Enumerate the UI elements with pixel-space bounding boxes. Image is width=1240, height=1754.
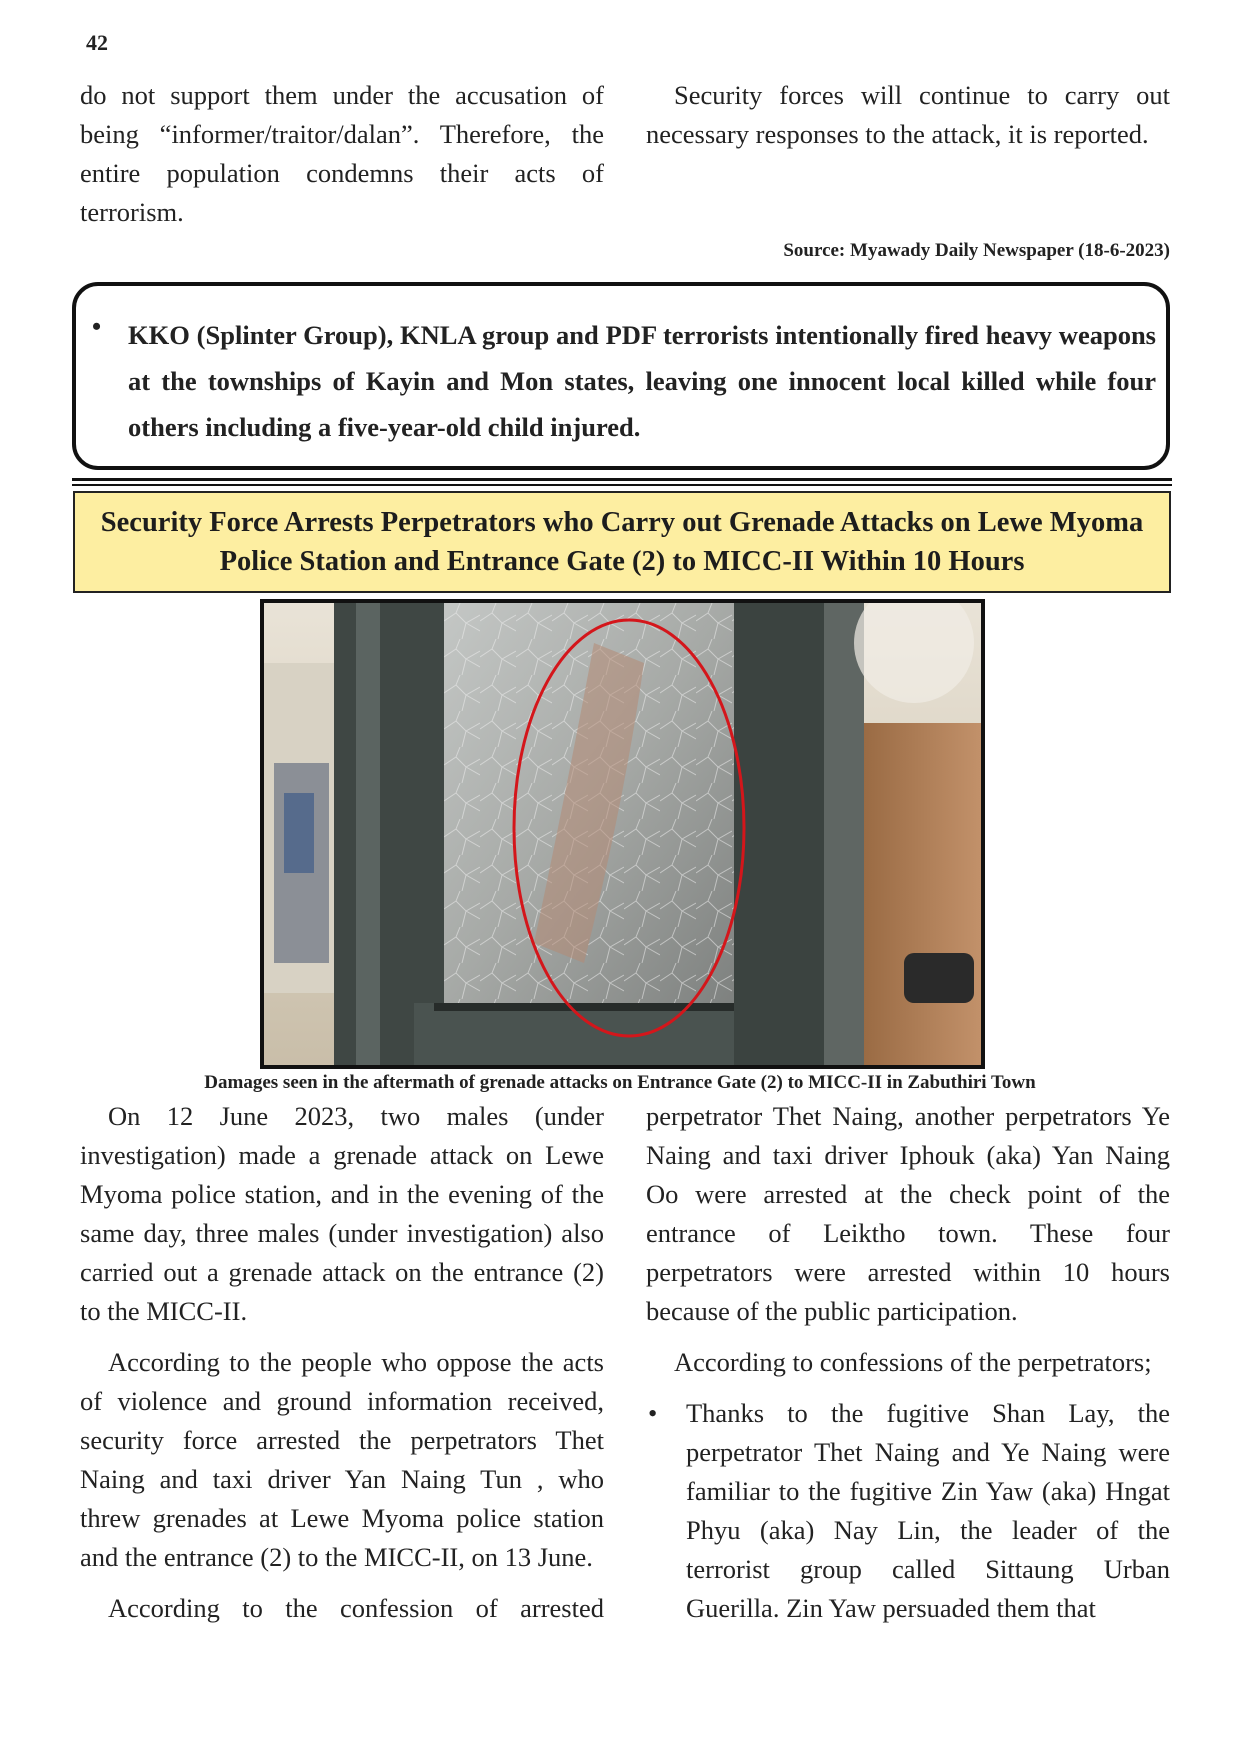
confession-bullet-text: Thanks to the fugitive Shan Lay, the perpetrator Thet Naing and Ye Naing were familiar to the fugitive Zin Yaw (aka) Hngat Phyu (aka) Nay Lin, the leader of the terrorist group called Sittaung Urban Guerilla. Zin Yaw persuaded them that — [686, 1398, 1170, 1623]
top-left-column — [80, 76, 604, 244]
bullet-symbol: • — [648, 1398, 658, 1428]
article-right-column — [646, 1097, 1170, 1628]
top-right-paragraph: Security forces will continue to carry out necessary responses to the attack, it is reported. — [646, 80, 1170, 149]
divider-rule-top — [72, 478, 1172, 481]
boxed-note-bullet: • — [92, 312, 102, 341]
source-line: Source: Myawady Daily Newspaper (18-6-2023) — [783, 240, 1170, 261]
article-paragraph: perpetrator Thet Naing, another perpetrators Ye Naing and taxi driver Iphouk (aka) Yan Naing Oo were arrested at the check point of the entrance of Leiktho town. These four perpetrators were arrested within 10 hours because of the public participation. — [646, 1101, 1170, 1326]
article-paragraph: According to confessions of the perpetrators; — [674, 1347, 1152, 1377]
article-photo — [260, 599, 985, 1069]
headline-box — [73, 491, 1171, 593]
top-right-column — [646, 76, 1170, 166]
divider-rule-bottom — [72, 484, 1172, 486]
boxed-note-text: KKO (Splinter Group), KNLA group and PDF terrorists intentionally fired heavy weapons at the townships of Kayin and Mon states, leaving one innocent local killed while four others including a five-year-old child injured. — [128, 320, 1156, 442]
top-left-paragraph: do not support them under the accusation of being “informer/traitor/dalan”. Therefore, the entire population condemns their acts of terrorism. — [80, 80, 604, 227]
photo-caption: Damages seen in the aftermath of grenade attacks on Entrance Gate (2) to MICC-II in Zabuthiri Town — [204, 1072, 1036, 1093]
article-paragraph: According to the confession of arrested — [108, 1593, 604, 1623]
confession-bullet-item — [646, 1394, 1170, 1628]
article-headline: Security Force Arrests Perpetrators who Carry out Grenade Attacks on Lewe Myoma Police Station and Entrance Gate (2) to MICC-II Within 10 Hours — [100, 507, 1144, 577]
article-left-column — [80, 1097, 604, 1640]
article-paragraph: On 12 June 2023, two males (under investigation) made a grenade attack on Lewe Myoma police station, and in the evening of the same day, three males (under investigation) also carried out a grenade attack on the entrance (2) to the MICC-II. — [80, 1101, 604, 1326]
article-paragraph: According to the people who oppose the acts of violence and ground information received, security force arrested the perpetrators Thet Naing and taxi driver Yan Naing Tun , who threw grenades at Lewe Myoma police station and the entrance (2) to the MICC-II, on 13 June. — [80, 1347, 604, 1572]
page-number: 42 — [86, 30, 108, 55]
shattered-glass-door-image — [264, 603, 981, 1065]
